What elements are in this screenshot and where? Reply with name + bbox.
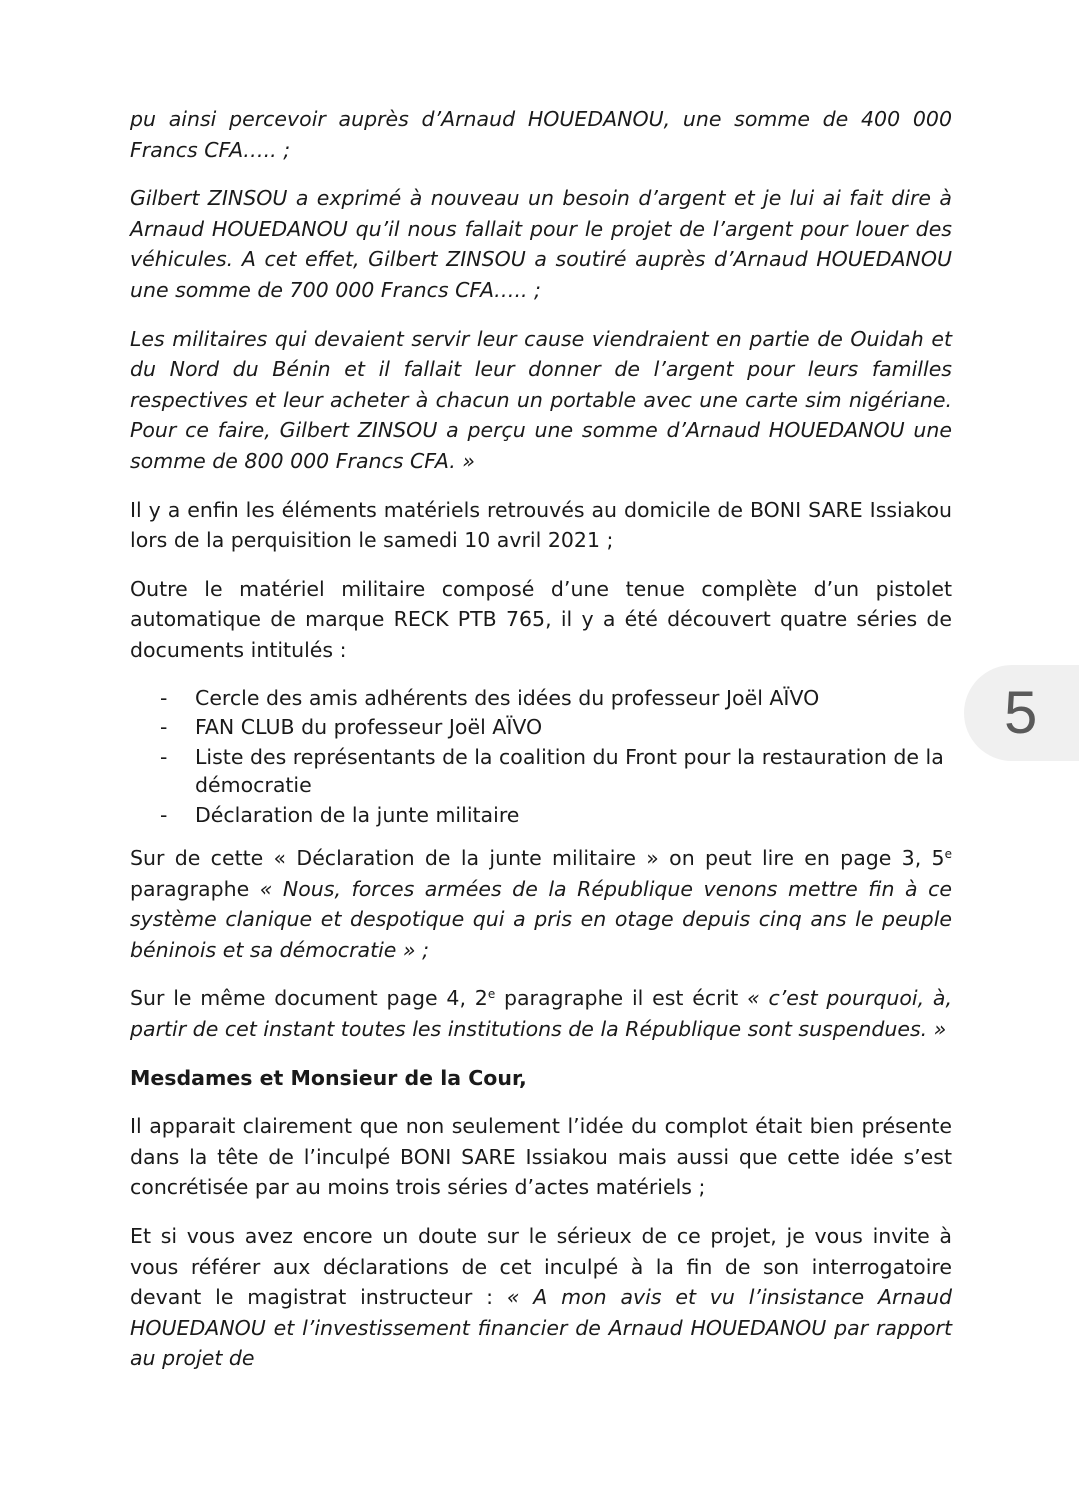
paragraph-4: Il y a enfin les éléments matériels retrouvés au domicile de BONI SARE Issiakou lors de la perquisition le samedi 10 avril 2021 ;	[130, 497, 952, 553]
list-item-text: Déclaration de la junte militaire	[195, 802, 520, 827]
paragraph-6-text: Sur de cette « Déclaration de la junte militaire » on peut lire en page 3, 5	[130, 846, 945, 870]
paragraph-6-text-2: paragraphe	[130, 876, 260, 901]
documents-list	[130, 684, 952, 830]
ordinal-suffix: e	[944, 847, 952, 861]
list-item-text: Liste des représentants de la coalition du Front pour la restauration de la démocratie	[195, 744, 944, 797]
paragraph-2: Gilbert ZINSOU a exprimé à nouveau un besoin d’argent et je lui ai fait dire à Arnaud HOUEDANOU qu’il nous fallait pour le projet de l’argent pour louer des véhicules. A cet effet, Gilbert ZINSOU a soutiré auprès d’Arnaud HOUEDANOU une somme de 700 000 Francs CFA….. ;	[130, 186, 952, 302]
paragraph-1: pu ainsi percevoir auprès d’Arnaud HOUEDANOU, une somme de 400 000 Francs CFA….. ;	[130, 107, 952, 162]
paragraph-9-text: Et si vous avez encore un doute sur le sérieux de ce projet, je vous invite à vous référer aux déclarations de cet inculpé à la fin de son interrogatoire devant le magistrat instructeur :	[130, 1223, 952, 1310]
page-number: 5	[1004, 679, 1038, 746]
paragraph-9	[130, 1221, 952, 1374]
section-heading: Mesdames et Monsieur de la Cour,	[130, 1065, 527, 1090]
paragraph-7-quote: « c’est pourquoi, à, partir de cet instant toutes les institutions de la République sont suspendues. »	[130, 986, 952, 1041]
paragraph-6	[130, 843, 952, 965]
list-item-text: Cercle des amis adhérents des idées du professeur Joël AÏVO	[195, 685, 820, 710]
paragraph-7	[130, 983, 952, 1044]
page-number-tab	[964, 665, 1079, 761]
list-item-text: FAN CLUB du professeur Joël AÏVO	[195, 715, 543, 739]
paragraph-9-quote: « A mon avis et vu l’insistance Arnaud HOUEDANOU et l’investissement financier de Arnaud HOUEDANOU par rapport au projet de	[130, 1285, 952, 1371]
list-item	[130, 743, 952, 800]
paragraph-3: Les militaires qui devaient servir leur cause viendraient en partie de Ouidah et du Nord du Bénin et il fallait leur donner de l’argent pour leurs familles respectives et leur acheter à chacun un portable avec une carte sim nigériane. Pour ce faire, Gilbert ZINSOU a perçu une somme d’Arnaud HOUEDANOU une somme de 800 000 Francs CFA. »	[130, 326, 952, 473]
ordinal-suffix: e	[487, 987, 496, 1002]
list-item	[130, 801, 952, 830]
list-bullet: -	[160, 744, 168, 769]
list-bullet: -	[160, 685, 168, 710]
list-bullet: -	[160, 802, 168, 827]
paragraph-7-text: Sur le même document page 4, 2	[130, 986, 488, 1011]
paragraph-5: Outre le matériel militaire composé d’une tenue complète d’un pistolet automatique de marque RECK PTB 765, il y a été découvert quatre séries de documents intitulés :	[130, 576, 952, 662]
paragraph-7-text-2: paragraphe il est écrit	[495, 986, 748, 1011]
paragraph-8: Il apparait clairement que non seulement l’idée du complot était bien présente dans la tête de l’inculpé BONI SARE Issiakou mais aussi que cette idée s’est concrétisée par au moins trois séries d’actes matériels ;	[130, 1114, 952, 1200]
list-item	[130, 713, 952, 742]
document-body	[130, 104, 952, 1392]
list-bullet: -	[160, 715, 168, 739]
list-item	[130, 684, 952, 713]
paragraph-6-quote: « Nous, forces armées de la République venons mettre fin à ce système clanique et despotique qui a pris en otage depuis cinq ans le peuple béninois et sa démocratie » ;	[130, 876, 952, 962]
